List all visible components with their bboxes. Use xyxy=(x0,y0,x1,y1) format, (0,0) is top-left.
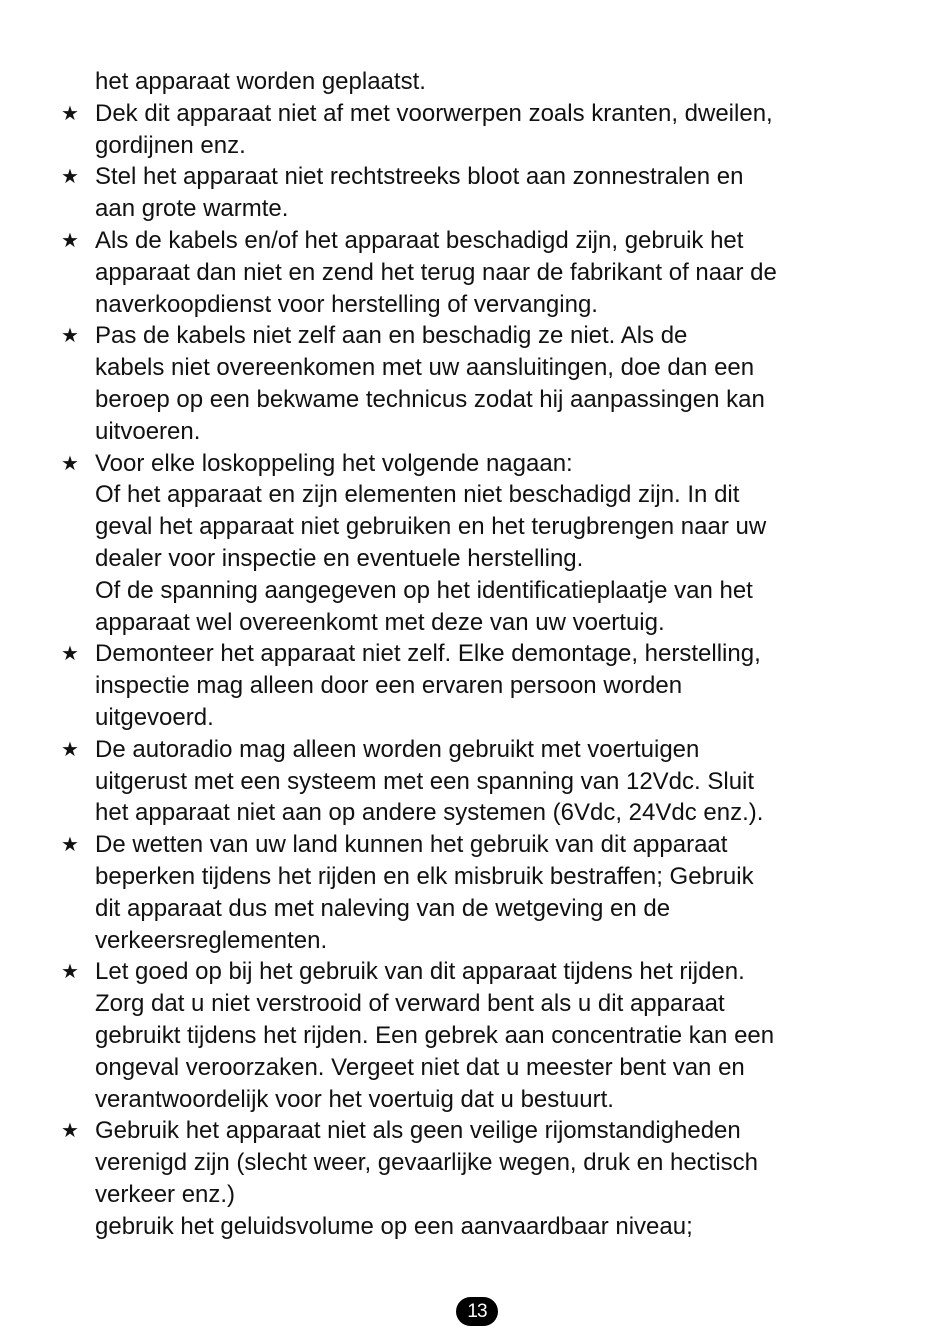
text-line xyxy=(60,988,860,1020)
text-line xyxy=(60,193,860,225)
text-line xyxy=(60,797,860,829)
bullet-line xyxy=(60,638,860,670)
text-line xyxy=(60,861,860,893)
text-line xyxy=(60,1179,860,1211)
line-text: Of het apparaat en zijn elementen niet beschadigd zijn. In dit xyxy=(95,481,740,509)
line-text: verkeersreglementen. xyxy=(95,926,328,954)
text-line xyxy=(60,416,860,448)
line-text: beroep op een bekwame technicus zodat hij aanpassingen kan xyxy=(95,385,765,413)
line-text: uitgerust met een systeem met een spanning van 12Vdc. Sluit xyxy=(95,767,755,795)
bullet-line xyxy=(60,734,860,766)
line-text: Of de spanning aangegeven op het identificatieplaatje van het xyxy=(95,576,753,604)
text-line xyxy=(60,1147,860,1179)
line-text: dit apparaat dus met naleving van de wetgeving en de xyxy=(95,894,671,922)
line-text: gebruik het geluidsvolume op een aanvaardbaar niveau; xyxy=(95,1212,693,1240)
star-icon: ★ xyxy=(61,641,79,666)
bullet-line xyxy=(60,320,860,352)
star-icon: ★ xyxy=(61,832,79,857)
star-icon: ★ xyxy=(61,450,79,475)
line-text: De autoradio mag alleen worden gebruikt met voertuigen xyxy=(95,735,700,763)
line-text: Als de kabels en/of het apparaat beschadigd zijn, gebruik het xyxy=(95,226,744,254)
line-text: verenigd zijn (slecht weer, gevaarlijke wegen, druk en hectisch xyxy=(95,1149,759,1177)
line-text: uitgevoerd. xyxy=(95,703,214,731)
line-text: Dek dit apparaat niet af met voorwerpen zoals kranten, dweilen, xyxy=(95,99,773,127)
text-line xyxy=(60,925,860,957)
line-text: verkeer enz.) xyxy=(95,1180,236,1208)
text-line xyxy=(60,66,860,98)
bullet-line xyxy=(60,956,860,988)
bullet-line xyxy=(60,829,860,861)
line-text: het apparaat worden geplaatst. xyxy=(95,68,426,95)
line-text: Pas de kabels niet zelf aan en beschadig ze niet. Als de xyxy=(95,322,688,350)
star-icon: ★ xyxy=(61,736,79,761)
bullet-line xyxy=(60,161,860,193)
star-icon: ★ xyxy=(61,164,79,189)
bullet-line xyxy=(60,225,860,257)
page-number-badge: 13 xyxy=(456,1297,498,1326)
text-line xyxy=(60,1020,860,1052)
line-text: Stel het apparaat niet rechtstreeks bloot aan zonnestralen en xyxy=(95,163,744,191)
line-text: De wetten van uw land kunnen het gebruik van dit apparaat xyxy=(95,831,728,859)
line-text: beperken tijdens het rijden en elk misbruik bestraffen; Gebruik xyxy=(95,862,754,890)
line-text: het apparaat niet aan op andere systemen (6Vdc, 24Vdc enz.). xyxy=(95,799,764,827)
star-icon: ★ xyxy=(61,323,79,348)
bullet-line xyxy=(60,1115,860,1147)
line-text: aan grote warmte. xyxy=(95,195,289,223)
line-text: inspectie mag alleen door een ervaren persoon worden xyxy=(95,672,683,700)
star-icon: ★ xyxy=(61,227,79,252)
bullet-line xyxy=(60,448,860,480)
line-text: apparaat wel overeenkomt met deze van uw voertuig. xyxy=(95,608,665,636)
line-text: gordijnen enz. xyxy=(95,131,246,159)
line-text: uitvoeren. xyxy=(95,417,201,445)
text-line xyxy=(60,130,860,162)
line-text: ongeval veroorzaken. Vergeet niet dat u meester bent van en xyxy=(95,1053,745,1081)
text-line xyxy=(60,511,860,543)
line-text: apparaat dan niet en zend het terug naar de fabrikant of naar de xyxy=(95,258,777,286)
text-line xyxy=(60,352,860,384)
star-icon: ★ xyxy=(61,100,79,125)
line-text: naverkoopdienst voor herstelling of vervanging. xyxy=(95,290,598,318)
text-line xyxy=(60,575,860,607)
text-line xyxy=(60,1052,860,1084)
text-line xyxy=(60,384,860,416)
text-line xyxy=(60,766,860,798)
text-line xyxy=(60,1211,860,1243)
star-icon: ★ xyxy=(61,1118,79,1143)
line-text: geval het apparaat niet gebruiken en het terugbrengen naar uw xyxy=(95,513,767,541)
text-line xyxy=(60,543,860,575)
bullet-line xyxy=(60,98,860,130)
line-text: Zorg dat u niet verstrooid of verward bent als u dit apparaat xyxy=(95,990,725,1018)
line-text: Let goed op bij het gebruik van dit apparaat tijdens het rijden. xyxy=(95,958,745,986)
text-line xyxy=(60,289,860,321)
star-icon: ★ xyxy=(61,959,79,984)
line-text: Demonteer het apparaat niet zelf. Elke demontage, herstelling, xyxy=(95,640,761,668)
text-line xyxy=(60,607,860,639)
text-line xyxy=(60,1084,860,1116)
text-line xyxy=(60,670,860,702)
line-text: dealer voor inspectie en eventuele herstelling. xyxy=(95,544,584,572)
line-text: Gebruik het apparaat niet als geen veilige rijomstandigheden xyxy=(95,1117,741,1145)
safety-instructions xyxy=(60,66,860,1242)
text-line xyxy=(60,257,860,289)
text-line xyxy=(60,479,860,511)
line-text: Voor elke loskoppeling het volgende nagaan: xyxy=(95,449,573,477)
line-text: gebruikt tijdens het rijden. Een gebrek aan concentratie kan een xyxy=(95,1021,775,1049)
text-line xyxy=(60,702,860,734)
line-text: verantwoordelijk voor het voertuig dat u bestuurt. xyxy=(95,1085,614,1113)
line-text: kabels niet overeenkomen met uw aansluitingen, doe dan een xyxy=(95,354,755,382)
text-line xyxy=(60,893,860,925)
